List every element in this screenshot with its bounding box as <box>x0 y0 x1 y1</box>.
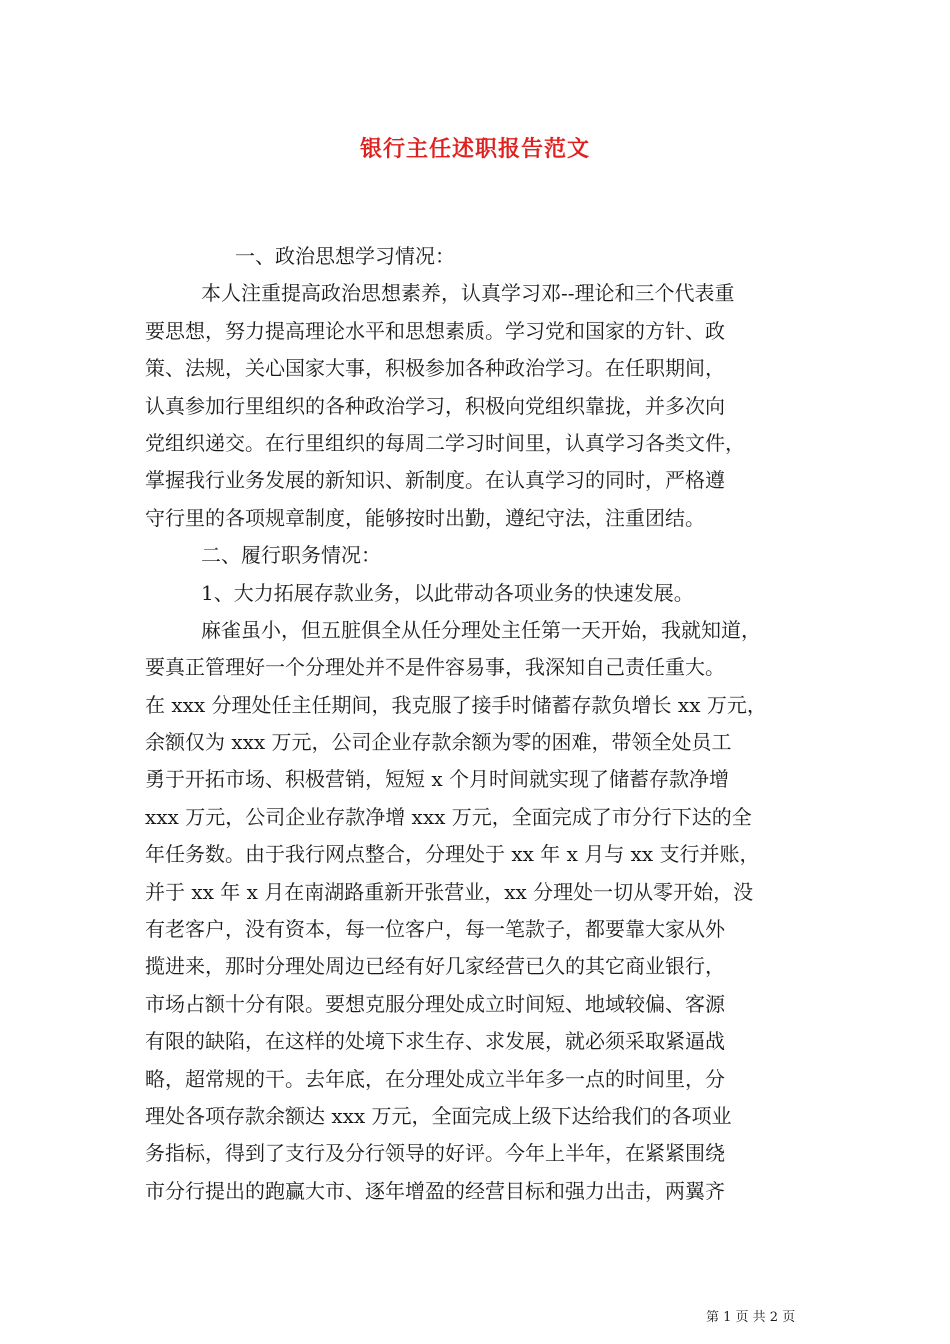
paragraph-line: 策、法规，关心国家大事，积极参加各种政治学习。在任职期间， <box>145 356 725 381</box>
paragraph-line: 年任务数。由于我行网点整合，分理处于 xx 年 x 月与 xx 支行并账， <box>145 842 760 867</box>
paragraph-line: xxx 万元，公司企业存款净增 xxx 万元，全面完成了市分行下达的全 <box>145 804 752 829</box>
paragraph-line: 掌握我行业务发展的新知识、新制度。在认真学习的同时，严格遵 <box>145 468 725 493</box>
paragraph-line: 本人注重提高政治思想素养，认真学习邓--理论和三个代表重 <box>201 281 735 306</box>
paragraph-line: 麻雀虽小，但五脏俱全从任分理处主任第一天开始，我就知道， <box>201 617 761 642</box>
paragraph-line: 在 xxx 分理处任主任期间，我克服了接手时储蓄存款负增长 xx 万元， <box>145 692 767 717</box>
paragraph-line: 略，超常规的干。去年底，在分理处成立半年多一点的时间里，分 <box>145 1066 725 1091</box>
paragraph-line: 党组织递交。在行里组织的每周二学习时间里，认真学习各类文件， <box>145 430 745 455</box>
paragraph-line: 市分行提出的跑赢大市、逐年增盈的经营目标和强力出击，两翼齐 <box>145 1178 725 1203</box>
paragraph-line: 理处各项存款余额达 xxx 万元，全面完成上级下达给我们的各项业 <box>145 1103 732 1128</box>
paragraph-line: 要思想，努力提高理论水平和思想素质。学习党和国家的方针、政 <box>145 318 725 343</box>
paragraph-line: 揽进来，那时分理处周边已经有好几家经营已久的其它商业银行， <box>145 954 725 979</box>
paragraph-line: 守行里的各项规章制度，能够按时出勤，遵纪守法，注重团结。 <box>145 505 705 530</box>
subsection-heading: 1、大力拓展存款业务，以此带动各项业务的快速发展。 <box>201 580 694 605</box>
paragraph-line: 市场占额十分有限。要想克服分理处成立时间短、地域较偏、客源 <box>145 991 725 1016</box>
paragraph-line: 勇于开拓市场、积极营销，短短 x 个月时间就实现了储蓄存款净增 <box>145 767 729 792</box>
section-heading-1: 一、政治思想学习情况： <box>235 244 455 268</box>
paragraph-line: 认真参加行里组织的各种政治学习，积极向党组织靠拢，并多次向 <box>145 393 725 418</box>
paragraph-line: 并于 xx 年 x 月在南湖路重新开张营业，xx 分理处一切从零开始，没 <box>145 879 754 904</box>
page-number: 第 1 页 共 2 页 <box>706 1310 796 1325</box>
paragraph-line: 务指标，得到了支行及分行领导的好评。今年上半年，在紧紧围绕 <box>145 1141 725 1166</box>
document-body <box>145 238 811 1210</box>
paragraph-line: 有老客户，没有资本，每一位客户，每一笔款子，都要靠大家从外 <box>145 917 725 942</box>
paragraph-line: 余额仅为 xxx 万元，公司企业存款余额为零的困难，带领全处员工 <box>145 730 732 755</box>
document-title: 银行主任述职报告范文 <box>359 136 590 162</box>
paragraph-line: 有限的缺陷，在这样的处境下求生存、求发展，就必须采取紧逼战 <box>145 1029 725 1054</box>
paragraph-line: 要真正管理好一个分理处并不是件容易事，我深知自己责任重大。 <box>145 655 725 680</box>
section-heading-2: 二、履行职务情况： <box>201 543 381 568</box>
